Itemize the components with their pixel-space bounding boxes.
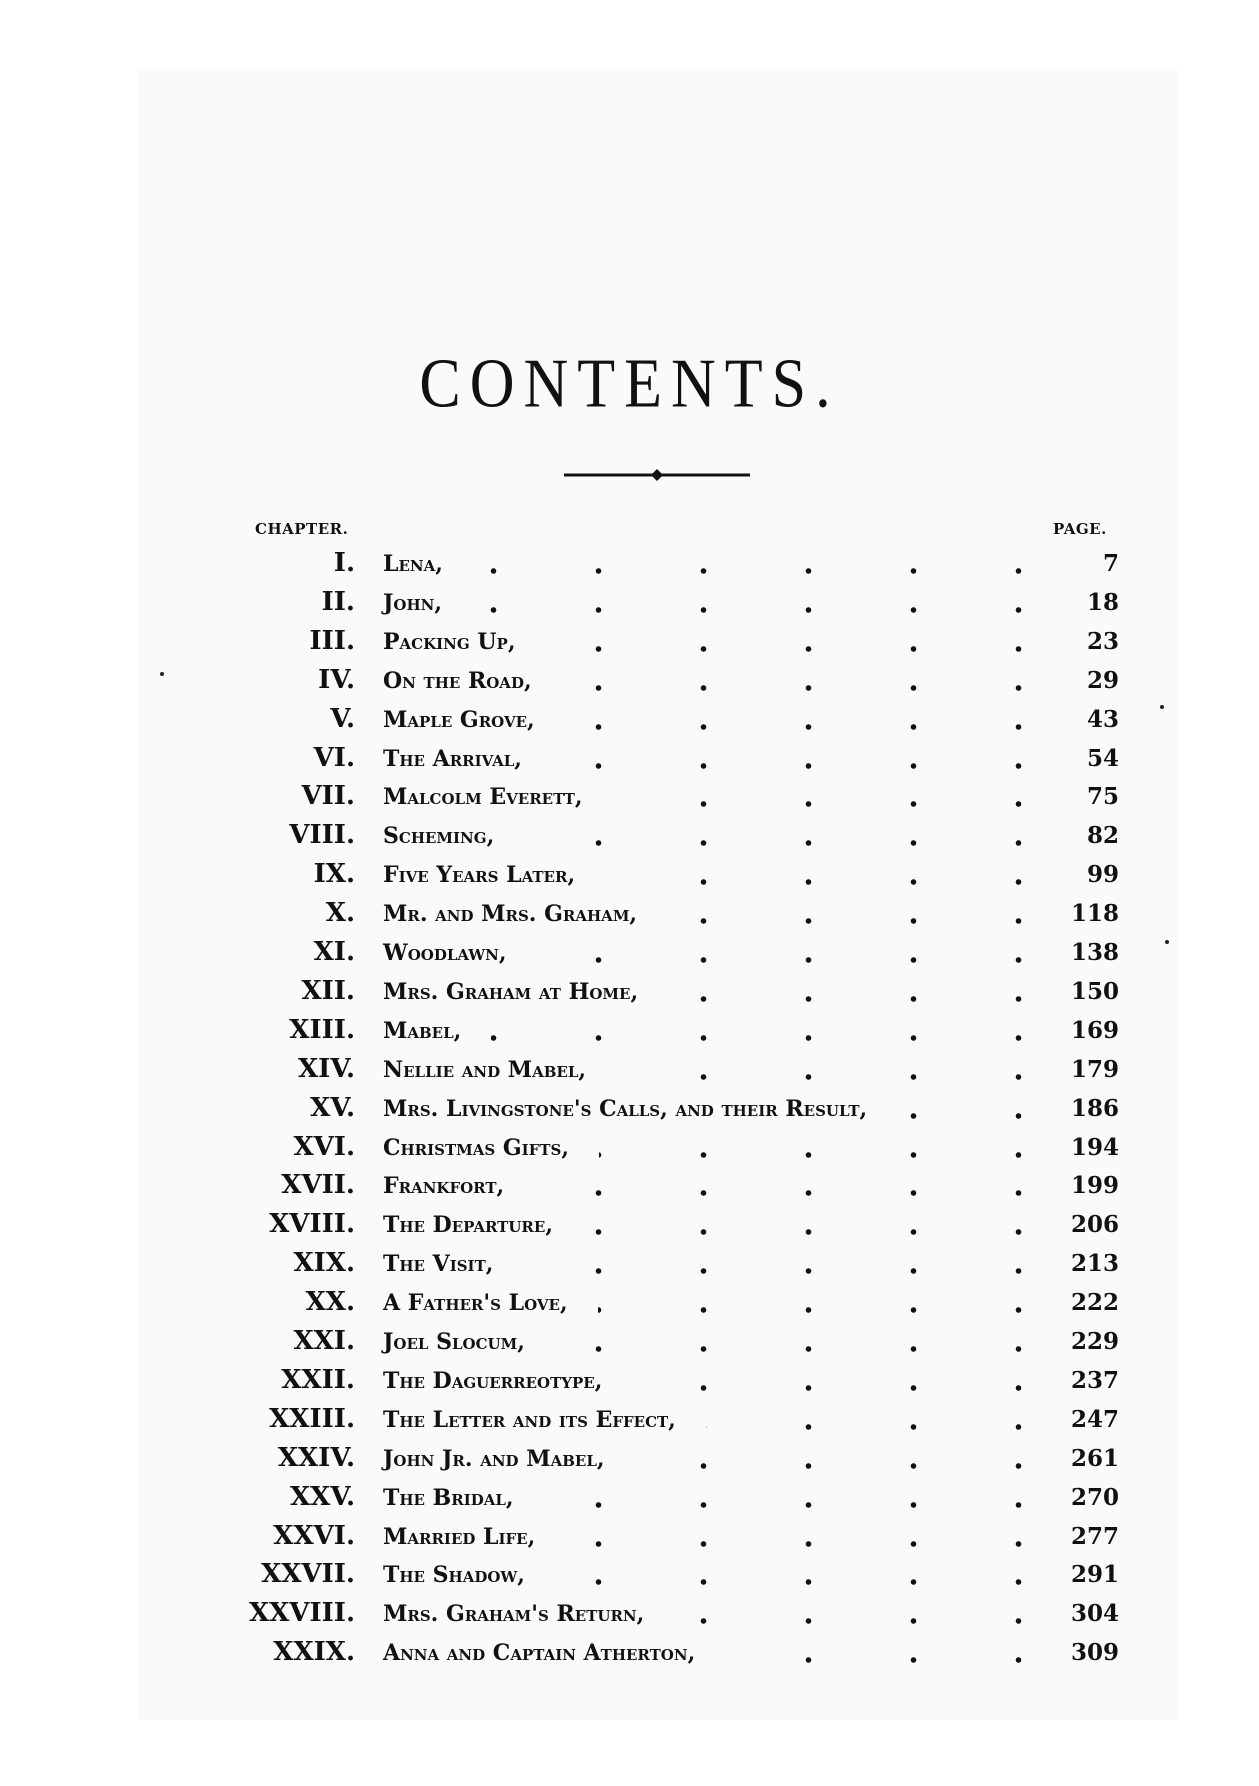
chapter-numeral: XXVIII. bbox=[248, 1598, 355, 1629]
chapter-numeral: X. bbox=[325, 898, 355, 929]
dot-leader bbox=[605, 879, 1071, 885]
chapter-numeral: IX. bbox=[313, 859, 355, 890]
chapter-numeral: VII. bbox=[301, 781, 355, 812]
page-number: 99 bbox=[1086, 861, 1119, 889]
chapter-numeral: XVI. bbox=[293, 1131, 355, 1162]
page-column-header: PAGE. bbox=[1053, 520, 1107, 538]
dot-leader bbox=[552, 763, 1071, 769]
toc-entry bbox=[0, 1248, 1259, 1286]
page-number: 23 bbox=[1086, 627, 1119, 655]
chapter-title: Frankfort, bbox=[383, 1173, 505, 1200]
toc-entry bbox=[0, 1326, 1259, 1364]
dot-leader bbox=[599, 1152, 1071, 1158]
chapter-title: Five Years Later, bbox=[383, 862, 576, 889]
dot-leader bbox=[632, 1385, 1071, 1391]
page-number: 43 bbox=[1086, 705, 1119, 733]
toc-entry bbox=[0, 1054, 1259, 1092]
toc-entry bbox=[0, 548, 1259, 586]
toc-entry bbox=[0, 1287, 1259, 1325]
page-number: 222 bbox=[1070, 1289, 1119, 1317]
chapter-column-header: CHAPTER. bbox=[255, 520, 349, 538]
chapter-title: John, bbox=[383, 589, 443, 616]
toc-entry bbox=[0, 1093, 1259, 1131]
chapter-title: Married Life, bbox=[383, 1523, 536, 1550]
dot-leader bbox=[583, 1229, 1071, 1235]
chapter-title: The Letter and its Effect, bbox=[383, 1406, 676, 1433]
stray-mark bbox=[1160, 705, 1164, 709]
page-number: 150 bbox=[1070, 977, 1119, 1005]
dot-leader bbox=[544, 1502, 1071, 1508]
dot-leader bbox=[725, 1657, 1071, 1663]
page-number: 237 bbox=[1070, 1366, 1119, 1394]
page-number: 304 bbox=[1070, 1600, 1119, 1628]
page-number: 186 bbox=[1070, 1094, 1119, 1122]
chapter-title: Lena, bbox=[383, 551, 443, 577]
chapter-numeral: XIII. bbox=[289, 1014, 355, 1045]
chapter-numeral: VI. bbox=[313, 742, 355, 773]
chapter-numeral: XXIX. bbox=[273, 1637, 355, 1668]
page-number: 270 bbox=[1070, 1483, 1119, 1511]
page-number: 229 bbox=[1070, 1328, 1119, 1355]
chapter-numeral: XXVII. bbox=[261, 1559, 355, 1590]
page-number: 213 bbox=[1070, 1250, 1119, 1278]
chapter-numeral: XII. bbox=[301, 975, 355, 1006]
toc-entry bbox=[0, 1132, 1259, 1170]
chapter-numeral: I. bbox=[333, 548, 355, 578]
toc-entry bbox=[0, 1559, 1259, 1597]
page-title: CONTENTS. bbox=[419, 346, 840, 423]
page-number: 291 bbox=[1070, 1561, 1119, 1589]
chapter-numeral: XIX. bbox=[293, 1248, 355, 1279]
toc-entry bbox=[0, 820, 1259, 858]
chapter-title: The Departure, bbox=[383, 1212, 553, 1239]
chapter-title: Christmas Gifts, bbox=[383, 1134, 570, 1161]
chapter-title: Packing Up, bbox=[383, 628, 516, 655]
chapter-title: Scheming, bbox=[383, 823, 495, 850]
stray-mark bbox=[1165, 940, 1169, 944]
dot-leader bbox=[472, 607, 1071, 613]
toc-entry bbox=[0, 937, 1259, 975]
chapter-numeral: VIII. bbox=[289, 820, 355, 851]
chapter-numeral: XX. bbox=[305, 1287, 355, 1318]
chapter-title: Mabel, bbox=[383, 1017, 462, 1044]
toc-entry bbox=[0, 1404, 1259, 1442]
dot-leader bbox=[598, 1307, 1071, 1313]
chapter-numeral: XXV. bbox=[289, 1481, 355, 1512]
chapter-title: Mr. and Mrs. Graham, bbox=[383, 901, 638, 928]
chapter-numeral: XV. bbox=[310, 1092, 355, 1123]
dot-leader bbox=[537, 957, 1071, 963]
dot-leader bbox=[534, 1190, 1071, 1196]
page-number: 7 bbox=[1102, 550, 1119, 577]
dot-leader bbox=[897, 1113, 1071, 1119]
dot-leader bbox=[565, 1541, 1071, 1547]
toc-entry bbox=[0, 1482, 1259, 1520]
stray-mark bbox=[160, 672, 164, 676]
toc-entry bbox=[0, 976, 1259, 1014]
toc-entry bbox=[0, 1365, 1259, 1403]
chapter-numeral: XI. bbox=[313, 937, 355, 967]
chapter-title: Mrs. Livingstone's Calls, and their Result, bbox=[383, 1095, 868, 1122]
dot-leader bbox=[667, 918, 1071, 924]
toc-entry bbox=[0, 1637, 1259, 1675]
chapter-title: The Daguerreotype, bbox=[383, 1367, 603, 1394]
chapter-numeral: II. bbox=[321, 586, 355, 617]
dot-leader bbox=[613, 801, 1071, 807]
dot-leader bbox=[524, 840, 1071, 846]
page-number: 277 bbox=[1070, 1522, 1119, 1550]
toc-entry bbox=[0, 704, 1259, 742]
toc-entry bbox=[0, 1209, 1259, 1247]
page-number: 29 bbox=[1086, 666, 1119, 694]
toc-entry bbox=[0, 1443, 1259, 1481]
page-number: 18 bbox=[1086, 588, 1119, 616]
chapter-numeral: XXIII. bbox=[269, 1403, 355, 1434]
page-number: 206 bbox=[1070, 1211, 1119, 1239]
chapter-numeral: XXIV. bbox=[277, 1442, 355, 1473]
chapter-title: Woodlawn, bbox=[383, 940, 507, 966]
chapter-numeral: III. bbox=[309, 625, 355, 656]
toc-entry bbox=[0, 1015, 1259, 1053]
dot-leader bbox=[635, 1463, 1071, 1469]
page-number: 179 bbox=[1070, 1055, 1119, 1083]
page-number: 247 bbox=[1070, 1405, 1119, 1433]
page-number: 169 bbox=[1070, 1016, 1119, 1044]
page-number: 194 bbox=[1070, 1133, 1119, 1161]
chapter-title: Maple Grove, bbox=[383, 706, 535, 733]
toc-entry bbox=[0, 587, 1259, 625]
dot-leader bbox=[706, 1424, 1071, 1430]
page-number: 261 bbox=[1070, 1444, 1119, 1472]
toc-entry bbox=[0, 781, 1259, 819]
toc-entry bbox=[0, 743, 1259, 781]
chapter-title: A Father's Love, bbox=[383, 1290, 568, 1317]
page-number: 138 bbox=[1070, 939, 1119, 966]
page-number: 309 bbox=[1070, 1639, 1119, 1667]
chapter-title: Anna and Captain Atherton, bbox=[383, 1640, 696, 1667]
chapter-title: The Visit, bbox=[383, 1251, 494, 1278]
dot-leader bbox=[562, 685, 1071, 691]
chapter-numeral: XIV. bbox=[297, 1053, 355, 1084]
chapter-title: The Shadow, bbox=[383, 1562, 525, 1589]
chapter-title: The Bridal, bbox=[383, 1484, 514, 1511]
chapter-title: The Arrival, bbox=[383, 745, 522, 772]
chapter-numeral: V. bbox=[330, 703, 355, 734]
title-rule-ornament bbox=[562, 468, 752, 482]
chapter-title: Joel Slocum, bbox=[383, 1329, 525, 1355]
page-number: 199 bbox=[1070, 1172, 1119, 1200]
toc-entry bbox=[0, 1521, 1259, 1559]
dot-leader bbox=[545, 646, 1071, 652]
dot-leader bbox=[555, 1579, 1071, 1585]
chapter-title: Mrs. Graham's Return, bbox=[383, 1601, 645, 1628]
chapter-numeral: XXI. bbox=[293, 1326, 355, 1356]
dot-leader bbox=[555, 1346, 1071, 1352]
dot-leader bbox=[523, 1268, 1071, 1274]
toc-entry bbox=[0, 665, 1259, 703]
page-number: 118 bbox=[1070, 900, 1119, 928]
dot-leader bbox=[616, 1074, 1071, 1080]
chapter-numeral: XXII. bbox=[281, 1364, 355, 1395]
dot-leader bbox=[491, 1035, 1071, 1041]
chapter-numeral: XVIII. bbox=[269, 1209, 355, 1240]
chapter-title: John Jr. and Mabel, bbox=[383, 1445, 605, 1472]
toc-entry bbox=[0, 898, 1259, 936]
toc-entry bbox=[0, 1170, 1259, 1208]
dot-leader bbox=[565, 724, 1071, 730]
chapter-title: Mrs. Graham at Home, bbox=[383, 978, 639, 1005]
dot-leader bbox=[668, 996, 1071, 1002]
chapter-numeral: IV. bbox=[318, 664, 355, 695]
chapter-title: Nellie and Mabel, bbox=[383, 1056, 587, 1083]
toc-entry bbox=[0, 859, 1259, 897]
dot-leader bbox=[473, 568, 1071, 574]
dot-leader bbox=[674, 1618, 1071, 1624]
page-number: 75 bbox=[1086, 783, 1119, 811]
chapter-title: Malcolm Everett, bbox=[383, 784, 583, 811]
toc-entry bbox=[0, 626, 1259, 664]
page-number: 54 bbox=[1086, 744, 1119, 772]
chapter-title: On the Road, bbox=[383, 667, 532, 694]
toc-entry bbox=[0, 1598, 1259, 1636]
page-number: 82 bbox=[1086, 822, 1119, 850]
chapter-numeral: XXVI. bbox=[273, 1520, 355, 1551]
chapter-numeral: XVII. bbox=[281, 1170, 355, 1201]
